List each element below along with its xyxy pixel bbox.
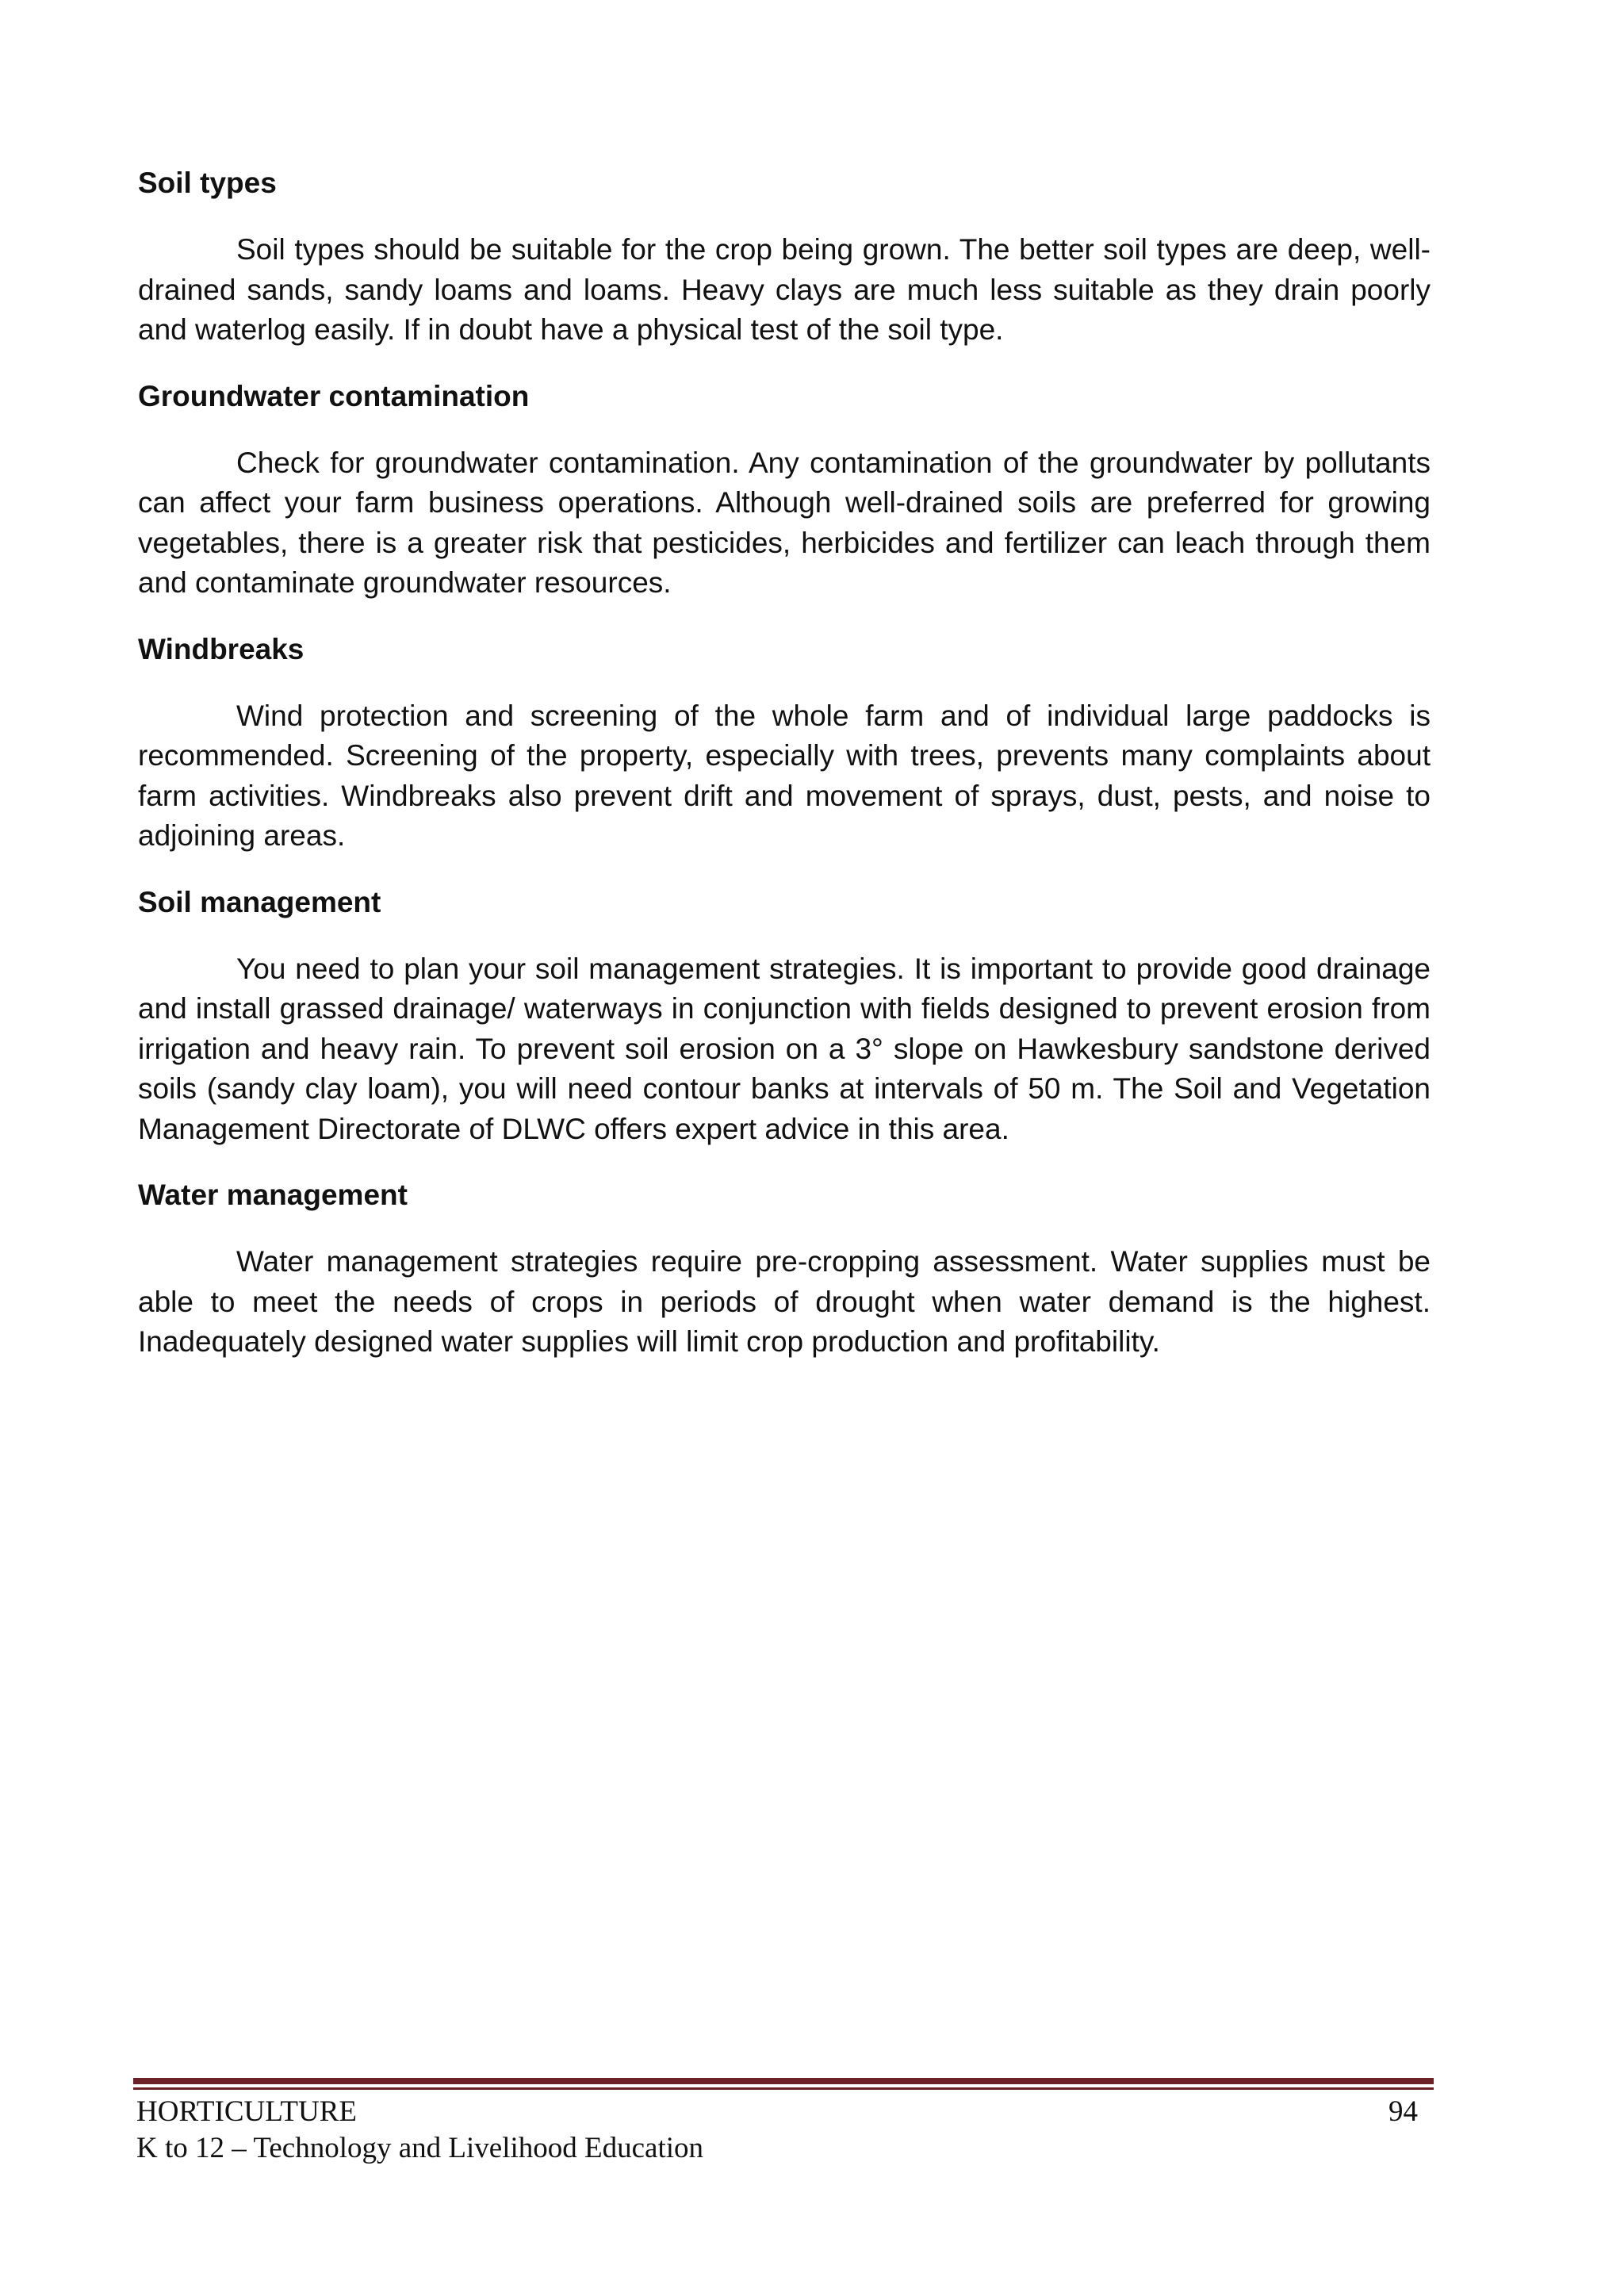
section-groundwater-contamination bbox=[138, 377, 1431, 604]
section-soil-management bbox=[138, 883, 1431, 1150]
section-paragraph: Check for groundwater contamination. Any contamination of the groundwater by pollutants can affect your farm business operations. Although well-drained soils are preferred for growing vegetables, there is a greater risk that pesticides, herbicides and fertilizer can leach through them and contaminate groundwater resources. bbox=[138, 446, 1431, 599]
footer-divider bbox=[133, 2078, 1434, 2090]
section-heading: Soil management bbox=[138, 885, 381, 918]
section-heading: Windbreaks bbox=[138, 632, 304, 665]
footer-divider-thin bbox=[133, 2087, 1434, 2090]
section-paragraph: Soil types should be suitable for the crop being grown. The better soil types are deep, well-drained sands, sandy loams and loams. Heavy clays are much less suitable as they drain poorly and waterlog easily. If in doubt have a physical test of the soil type. bbox=[138, 233, 1431, 346]
document-content bbox=[138, 163, 1431, 1389]
section-paragraph: Wind protection and screening of the whole farm and of individual large paddocks is recommended. Screening of the property, especially with trees, prevents many complaints about farm activities. Windbreaks also prevent drift and movement of sprays, dust, pests, and noise to adjoining areas. bbox=[138, 699, 1431, 852]
footer-top-row bbox=[136, 2094, 1418, 2130]
page-footer bbox=[136, 2094, 1418, 2167]
section-soil-types bbox=[138, 163, 1431, 351]
section-heading: Soil types bbox=[138, 167, 277, 199]
footer-program: K to 12 – Technology and Livelihood Education bbox=[136, 2132, 704, 2164]
section-heading: Water management bbox=[138, 1179, 408, 1211]
section-paragraph: You need to plan your soil management strategies. It is important to provide good drainage and install grassed drainage/ waterways in conjunction with fields designed to prevent erosion from irrigation and heavy rain. To prevent soil erosion on a 3° slope on Hawkesbury sandstone derived soils (sandy clay loam), you will need contour banks at intervals of 50 m. The Soil and Vegetation Management Directorate of DLWC offers expert advice in this area. bbox=[138, 952, 1431, 1145]
section-water-management bbox=[138, 1175, 1431, 1363]
section-paragraph: Water management strategies require pre-cropping assessment. Water supplies must be able to meet the needs of crops in periods of drought when water demand is the highest. Inadequately designed water supplies will limit crop production and profitability. bbox=[138, 1245, 1431, 1358]
section-heading: Groundwater contamination bbox=[138, 379, 530, 412]
section-windbreaks bbox=[138, 630, 1431, 857]
footer-subject: HORTICULTURE bbox=[136, 2095, 358, 2128]
footer-divider-thick bbox=[133, 2078, 1434, 2084]
page-number: 94 bbox=[1388, 2095, 1418, 2128]
